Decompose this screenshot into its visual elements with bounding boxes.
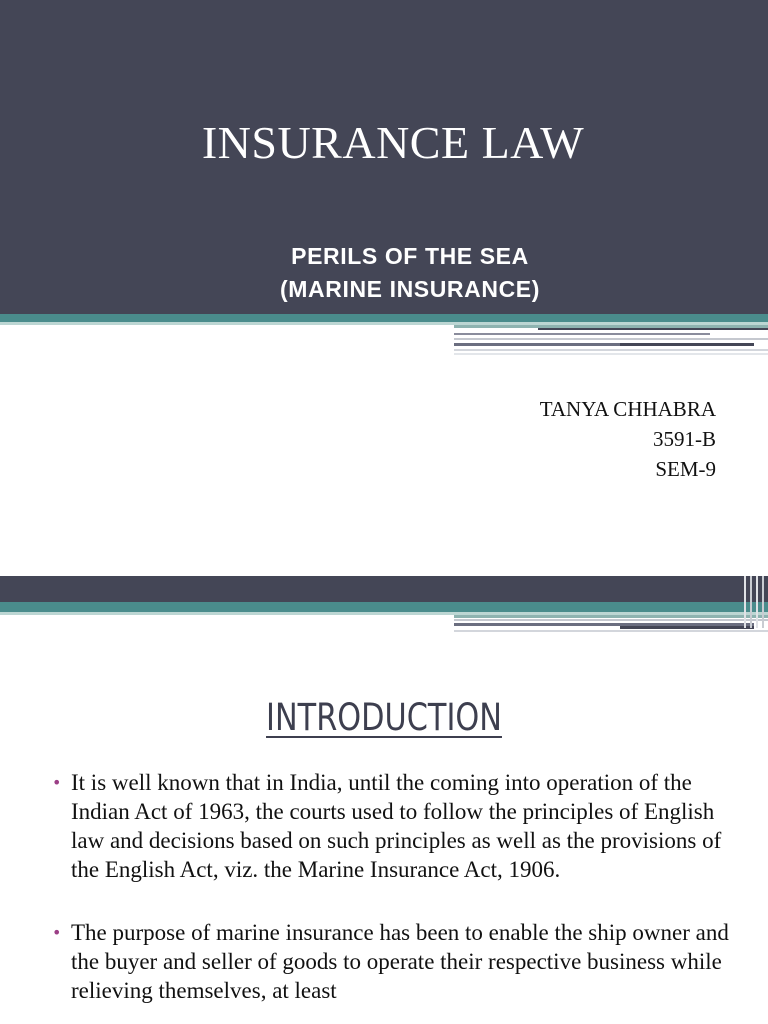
decorative-stripe bbox=[454, 333, 710, 335]
decorative-stripe bbox=[454, 353, 768, 355]
decorative-stripe bbox=[0, 314, 768, 322]
presentation-subtitle bbox=[230, 240, 590, 306]
subtitle-line-2: (MARINE INSURANCE) bbox=[280, 276, 540, 302]
author-name: TANYA CHHABRA bbox=[539, 397, 716, 421]
bullet-list bbox=[52, 768, 732, 1024]
slide-heading: INTRODUCTION bbox=[266, 696, 502, 739]
bullet-item bbox=[52, 918, 732, 1005]
decorative-stripe bbox=[620, 626, 754, 629]
subtitle-line-1: PERILS OF THE SEA bbox=[291, 243, 529, 269]
decorative-stripe bbox=[744, 576, 746, 628]
presentation-title: INSURANCE LAW bbox=[201, 117, 585, 168]
decorative-stripe bbox=[454, 630, 768, 632]
decorative-stripe bbox=[620, 343, 754, 346]
decorative-stripe bbox=[750, 576, 752, 628]
decorative-stripe bbox=[454, 349, 768, 351]
decorative-stripe bbox=[538, 328, 768, 330]
introduction-slide bbox=[0, 576, 768, 1024]
decorative-stripe bbox=[756, 576, 758, 628]
bullet-text: The purpose of marine insurance has been to enable the ship owner and the buyer and seller of goods to operate their respective business while relieving themselves, at least bbox=[71, 920, 729, 1003]
decorative-stripe bbox=[454, 615, 768, 618]
bullet-icon: • bbox=[52, 773, 62, 792]
bullet-icon: • bbox=[52, 923, 62, 942]
semester: SEM-9 bbox=[655, 457, 716, 481]
decorative-stripe bbox=[762, 576, 764, 628]
author-info bbox=[540, 394, 716, 484]
roll-number: 3591-B bbox=[653, 427, 716, 451]
bullet-text: It is well known that in India, until the coming into operation of the Indian Act of 1963, the courts used to follow the principles of English law and decisions based on such principles as well as the provisions of the English Act, viz. the Marine Insurance Act, 1906. bbox=[71, 770, 722, 882]
header-band bbox=[0, 576, 768, 602]
decorative-stripe bbox=[454, 619, 768, 621]
decorative-stripe bbox=[0, 602, 768, 612]
bullet-item bbox=[52, 768, 732, 884]
decorative-stripe bbox=[454, 338, 768, 340]
